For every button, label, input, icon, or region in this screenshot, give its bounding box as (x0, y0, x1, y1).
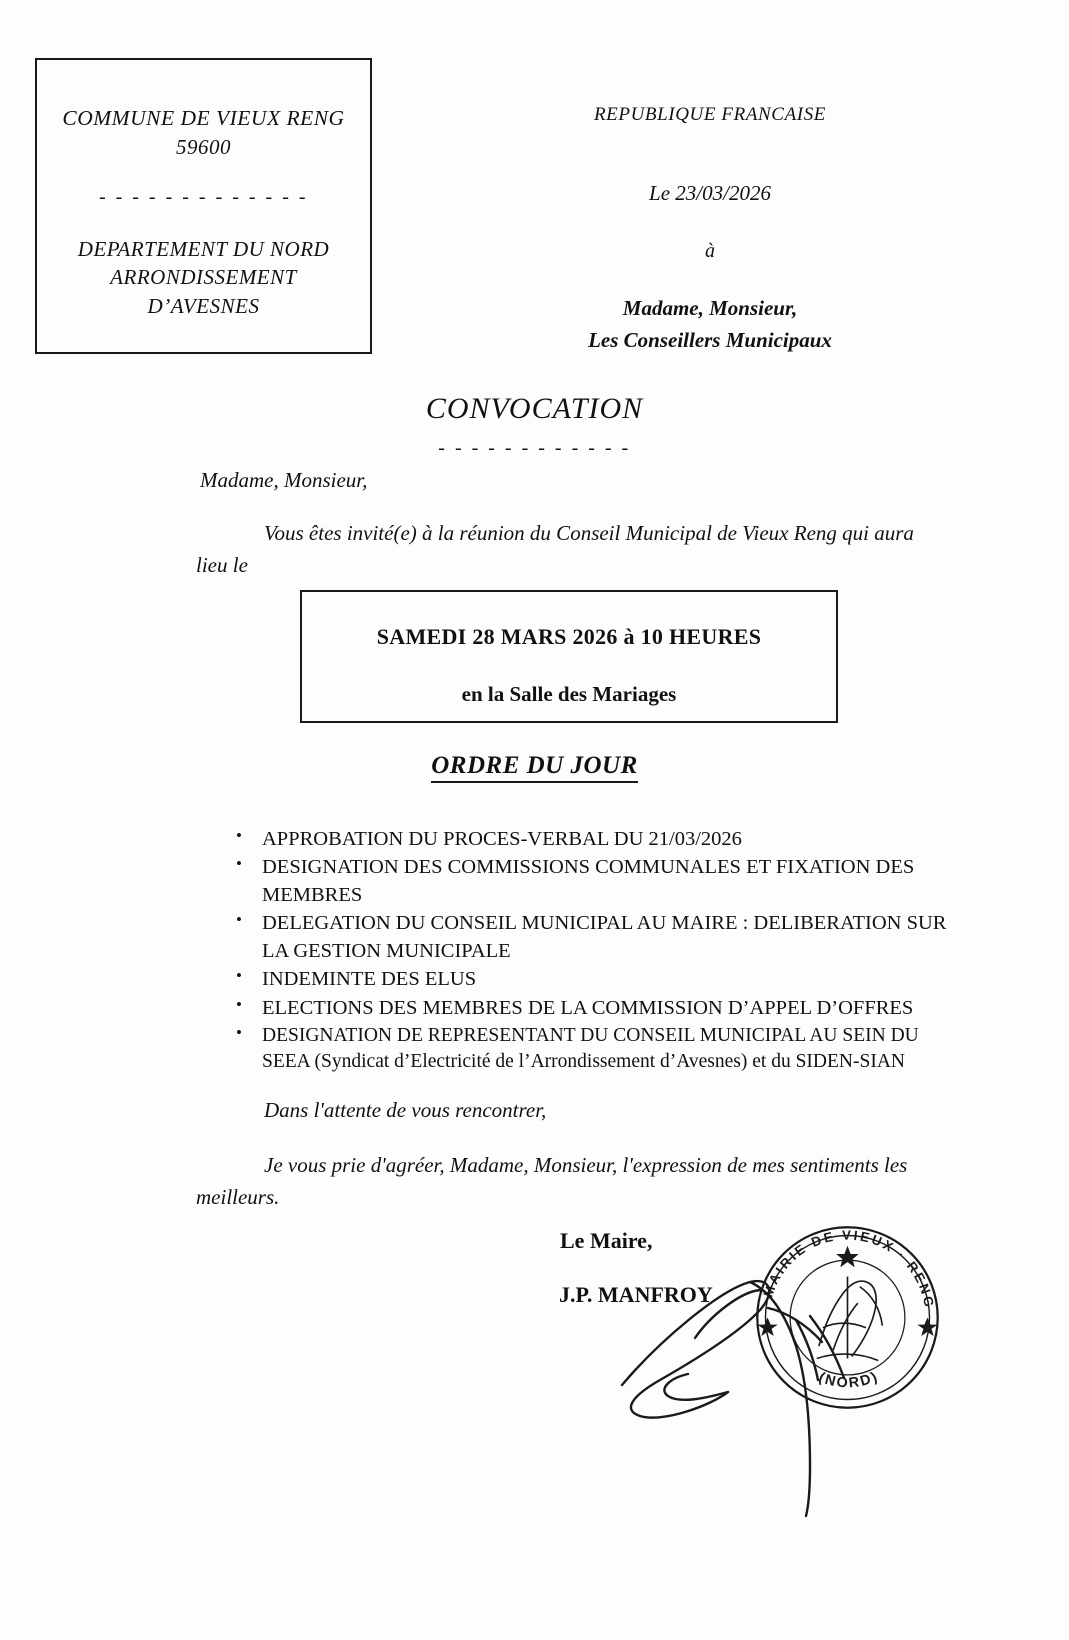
recipient-line-2: Les Conseillers Municipaux (588, 327, 832, 352)
meeting-location: en la Salle des Mariages (461, 682, 677, 706)
to-preposition: à (705, 240, 715, 262)
recipient-line-1: Madame, Monsieur, (622, 296, 798, 320)
closing-line-1: Dans l'attente de vous rencontrer, (264, 1098, 547, 1122)
meeting-details-box (300, 590, 838, 723)
list-item: • ELECTIONS DES MEMBRES DE LA COMMISSION D’APPEL D’OFFRES (262, 995, 962, 1022)
agenda-heading (0, 752, 1069, 780)
republic-heading: REPUBLIQUE FRANCAISE (593, 104, 827, 125)
list-item: • APPROBATION DU PROCES-VERBAL DU 21/03/2026 (262, 826, 962, 853)
list-item: • DESIGNATION DES COMMISSIONS COMMUNALES ET FIXATION DES MEMBRES (262, 854, 962, 909)
arrondissement-line-2: D’AVESNES (147, 293, 260, 318)
list-item: • DELEGATION DU CONSEIL MUNICIPAL AU MAIRE : DELIBERATION SUR LA GESTION MUNICIPALE (262, 910, 962, 965)
salutation: Madame, Monsieur, (200, 468, 368, 492)
svg-text:(NORD): (NORD) (816, 1368, 882, 1392)
meeting-datetime: SAMEDI 28 MARS 2026 à 10 HEURES (376, 624, 762, 649)
letter-header (0, 58, 1069, 358)
closing-line-2: Je vous prie d'agréer, Madame, Monsieur, l'expression de mes sentiments les meilleurs. (196, 1153, 908, 1209)
department-name: DEPARTEMENT DU NORD (77, 237, 330, 261)
recipient-block (430, 104, 990, 356)
title-separator: - - - - - - - - - - - - (438, 437, 631, 459)
signature-name: J.P. MANFROY (559, 1282, 713, 1307)
svg-text:MAIRIE DE VIEUX · RENG: MAIRIE DE VIEUX · RENG (760, 1227, 938, 1311)
list-item: • INDEMINTE DES ELUS (262, 966, 962, 993)
agenda-heading-text: ORDRE DU JOUR (431, 752, 638, 783)
arrondissement-line-1: ARRONDISSEMENT (110, 265, 297, 290)
commune-box-separator: - - - - - - - - - - - - - (98, 186, 309, 208)
handwritten-signature-icon (600, 1220, 900, 1520)
commune-identity-box (35, 58, 372, 354)
official-stamp-icon (745, 1215, 950, 1420)
letter-date: Le 23/03/2026 (649, 181, 771, 205)
intro-paragraph: Vous êtes invité(e) à la réunion du Conseil Municipal de Vieux Reng qui aura lieu le (196, 521, 914, 577)
list-item: • DESIGNATION DE REPRESENTANT DU CONSEIL MUNICIPAL AU SEIN DU SEEA (Syndicat d’Electricité de l’Arrondissement d’Avesnes) et du SIDEN-SIAN (262, 1023, 962, 1075)
document-title: CONVOCATION (425, 392, 644, 425)
signature-label: Le Maire, (560, 1228, 653, 1253)
commune-postal-code: 59600 (176, 135, 231, 159)
commune-name: COMMUNE DE VIEUX RENG (62, 106, 345, 130)
agenda-list (232, 826, 962, 1077)
